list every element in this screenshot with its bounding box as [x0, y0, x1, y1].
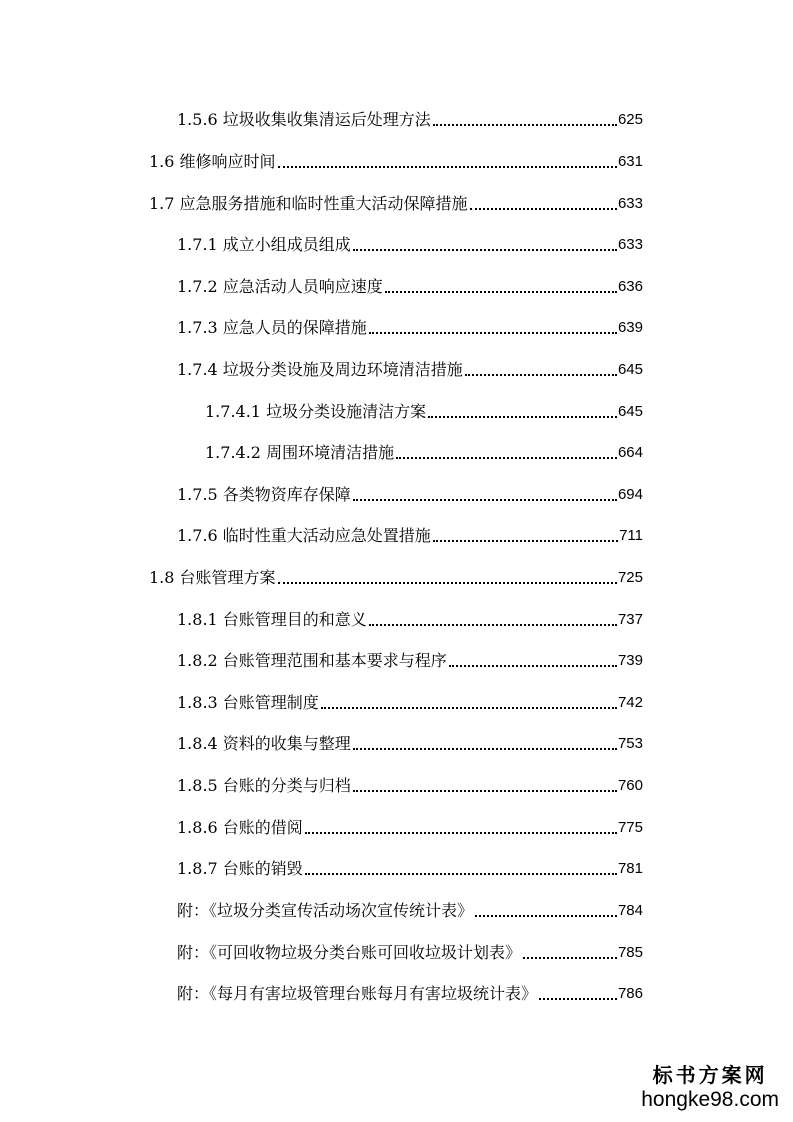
toc-dot-leader [369, 332, 617, 334]
toc-entry-title: 1.8.4 资料的收集与整理 [177, 734, 351, 753]
toc-entry-1-7-5[interactable] [177, 475, 643, 505]
toc-entry-title: 1.7.4.2 周围环境清洁措施 [205, 443, 395, 462]
toc-dot-leader [385, 291, 617, 293]
toc-entry-1-8[interactable] [149, 558, 643, 588]
toc-entry-title: 附：《可回收物垃圾分类台账可回收垃圾计划表》 [177, 943, 522, 962]
watermark-site-name: 标书方案网 [652, 1065, 768, 1087]
toc-entry-title: 1.8.5 台账的分类与归档 [177, 776, 351, 795]
toc-page-number: 645 [617, 361, 643, 378]
toc-entry-1-8-6[interactable] [177, 808, 643, 838]
toc-entry-1-8-5[interactable] [177, 766, 643, 796]
toc-entry-appendix-1[interactable] [177, 891, 643, 921]
toc-page-number: 633 [617, 195, 643, 212]
toc-entry-title: 1.7.1 成立小组成员组成 [177, 235, 351, 254]
toc-page-number: 664 [617, 444, 643, 461]
toc-entry-title: 1.8.2 台账管理范围和基本要求与程序 [177, 651, 447, 670]
toc-page-number: 625 [617, 111, 643, 128]
toc-dot-leader [428, 416, 617, 418]
toc-dot-leader [396, 457, 617, 459]
toc-dot-leader [369, 624, 617, 626]
toc-page-number: 694 [617, 486, 643, 503]
toc-dot-leader [353, 499, 617, 501]
toc-entry-title: 1.7.4.1 垃圾分类设施清洁方案 [205, 402, 427, 421]
toc-page-number: 753 [617, 735, 643, 752]
toc-entry-title: 1.7 应急服务措施和临时性重大活动保障措施 [149, 194, 468, 213]
toc-page-number: 737 [617, 611, 643, 628]
toc-page-number: 639 [617, 319, 643, 336]
toc-page-number: 760 [617, 777, 643, 794]
toc-entry-title: 1.7.2 应急活动人员响应速度 [177, 277, 383, 296]
toc-page-number: 645 [617, 403, 643, 420]
toc-page-number: 786 [617, 985, 643, 1002]
toc-entry-title: 1.5.6 垃圾收集收集清运后处理方法 [177, 110, 431, 129]
toc-entry-appendix-3[interactable] [177, 974, 643, 1004]
toc-entry-1-7-1[interactable] [177, 225, 643, 255]
toc-dot-leader [353, 249, 617, 251]
toc-dot-leader [278, 582, 617, 584]
toc-page-number: 775 [617, 819, 643, 836]
toc-entry-1-7[interactable] [149, 184, 643, 214]
toc-dot-leader [305, 873, 617, 875]
toc-dot-leader [449, 665, 617, 667]
toc-dot-leader [433, 540, 618, 542]
watermark [641, 1064, 779, 1112]
toc-dot-leader [470, 208, 617, 210]
toc-entry-title: 附：《每月有害垃圾管理台账每月有害垃圾统计表》 [177, 984, 538, 1003]
toc-entry-title: 1.7.4 垃圾分类设施及周边环境清洁措施 [177, 360, 463, 379]
toc-entry-title: 1.8.1 台账管理目的和意义 [177, 610, 367, 629]
toc-entry-title: 1.7.5 各类物资库存保障 [177, 485, 351, 504]
toc-entry-1-6[interactable] [149, 142, 643, 172]
toc-entry-title: 附：《垃圾分类宣传活动场次宣传统计表》 [177, 901, 474, 920]
toc-page-number: 725 [617, 569, 643, 586]
toc-dot-leader [465, 374, 617, 376]
toc-entry-1-7-6[interactable] [177, 516, 643, 546]
toc-dot-leader [475, 915, 617, 917]
toc-page-number: 711 [619, 527, 643, 544]
toc-entry-1-8-1[interactable] [177, 600, 643, 630]
toc-page-number: 633 [617, 236, 643, 253]
toc-entry-title: 1.7.6 临时性重大活动应急处置措施 [177, 526, 431, 545]
watermark-url: hongke98.com [641, 1088, 779, 1111]
toc-entry-1-7-3[interactable] [177, 308, 643, 338]
toc-page-number: 781 [617, 860, 643, 877]
toc-entry-title: 1.8.7 台账的销毁 [177, 859, 303, 878]
toc-entry-1-8-7[interactable] [177, 849, 643, 879]
toc-dot-leader [305, 832, 617, 834]
toc-entry-1-5-6[interactable] [177, 100, 643, 130]
toc-dot-leader [433, 124, 617, 126]
toc-dot-leader [353, 790, 617, 792]
toc-dot-leader [353, 748, 617, 750]
toc-entry-title: 1.8.6 台账的借阅 [177, 818, 303, 837]
toc-entry-1-7-2[interactable] [177, 267, 643, 297]
toc-dot-leader [523, 957, 617, 959]
toc-entry-1-8-3[interactable] [177, 683, 643, 713]
toc-entry-title: 1.6 维修响应时间 [149, 152, 276, 171]
toc-page-number: 636 [617, 278, 643, 295]
toc-dot-leader [278, 166, 617, 168]
toc-entry-title: 1.8.3 台账管理制度 [177, 693, 319, 712]
toc-entry-1-7-4-1[interactable] [205, 392, 643, 422]
toc-dot-leader [321, 707, 617, 709]
toc-page-number: 631 [617, 153, 643, 170]
toc-dot-leader [539, 998, 617, 1000]
toc-page-number: 785 [617, 944, 643, 961]
toc-entry-appendix-2[interactable] [177, 933, 643, 963]
toc-entry-title: 1.8 台账管理方案 [149, 568, 276, 587]
toc-entry-1-7-4[interactable] [177, 350, 643, 380]
toc-page-number: 742 [617, 694, 643, 711]
toc-entry-1-8-2[interactable] [177, 641, 643, 671]
toc-entry-1-8-4[interactable] [177, 724, 643, 754]
toc-entry-1-7-4-2[interactable] [205, 433, 643, 463]
toc-page-number: 739 [617, 652, 643, 669]
toc-page-number: 784 [617, 902, 643, 919]
toc-entry-title: 1.7.3 应急人员的保障措施 [177, 318, 367, 337]
